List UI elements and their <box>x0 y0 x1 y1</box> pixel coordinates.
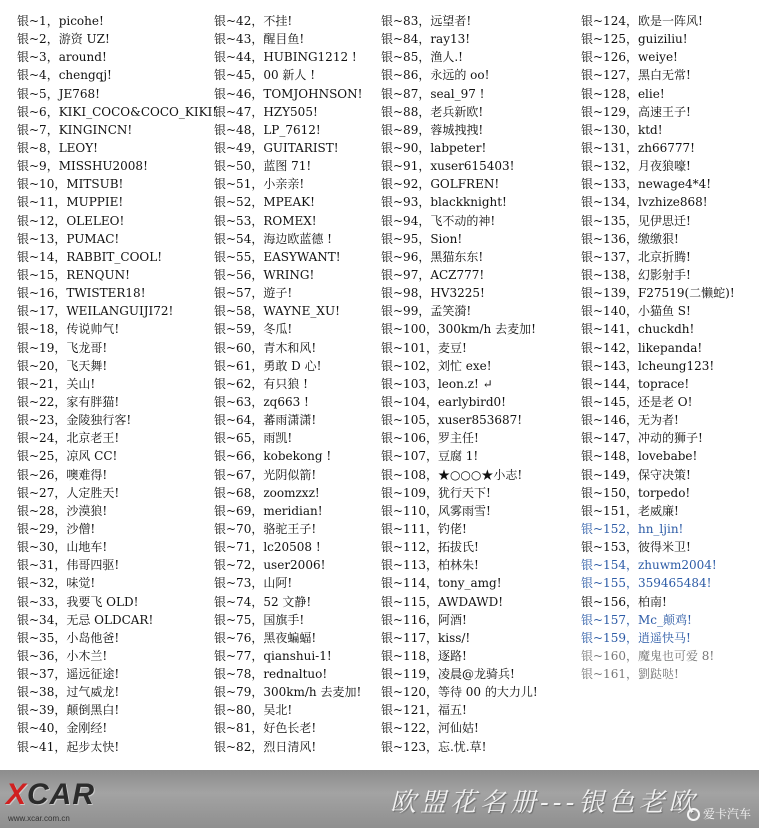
roster-title: 欧盟花名册---银色老欧 <box>390 788 699 818</box>
roster-entry: 银~2，游资 UZ! <box>17 32 110 47</box>
roster-entry: 银~14，RABBIT_COOL! <box>17 249 163 264</box>
roster-entry: 银~84，ray13! <box>381 32 471 47</box>
roster-entry: 银~83，远望者! <box>381 14 472 28</box>
roster-entry: 银~19，飞龙哥! <box>17 340 108 355</box>
roster-entry: 银~54，海边欧蓝德 ! <box>214 231 332 246</box>
roster-entry: 银~67，光阴似箭! <box>214 467 317 482</box>
roster-entry: 银~56，WRING! <box>214 267 315 282</box>
roster-entry: 银~58，WAYNE_XU! <box>214 304 340 319</box>
roster-entry: 银~40，金刚经! <box>17 721 108 736</box>
roster-entry: 银~55，EASYWANT! <box>214 249 341 264</box>
roster-entry: 银~138，幻影射手! <box>581 267 691 282</box>
roster-entry: 银~41，起步太快! <box>17 739 120 754</box>
roster-entry: 银~118，逐路! <box>381 648 467 663</box>
roster-entry: 银~21，关山! <box>17 376 96 391</box>
roster-entry: 银~121，福五! <box>381 703 467 718</box>
roster-entry: 银~144，toprace! <box>581 376 690 391</box>
roster-entry: 银~124，欧是一阵风! <box>581 14 703 28</box>
roster-entry: 银~112，拓拔氏! <box>381 540 479 555</box>
roster-column-2 <box>214 12 362 756</box>
roster-entry: 银~150，torpedo! <box>581 485 691 500</box>
roster-entry: 银~1，picohe! <box>17 14 104 28</box>
roster-entry: 银~22，家有胖猫! <box>17 394 120 409</box>
roster-entry: 银~104，earlybird0! <box>381 394 506 409</box>
roster-entry: 银~146，无为者! <box>581 413 679 428</box>
roster-entry: 银~43，醒目鱼! <box>214 32 305 47</box>
roster-entry: 银~130，ktd! <box>581 122 663 137</box>
roster-entry: 银~92，GOLFREN! <box>381 177 500 192</box>
roster-entry: 银~154，zhuwm2004! <box>581 558 717 573</box>
roster-entry: 银~82，烈日清风! <box>214 739 317 754</box>
roster-entry: 银~42，不挂! <box>214 14 293 28</box>
roster-entry: 银~23，金陵独行客! <box>17 413 132 428</box>
roster-entry: 银~148，lovebabe! <box>581 449 698 464</box>
roster-entry: 银~33，我要飞 OLD! <box>17 594 139 609</box>
roster-entry: 银~48，LP_7612! <box>214 122 321 137</box>
roster-entry: 银~155，359465484! <box>581 576 712 591</box>
roster-entry: 银~123，忘.忧.草! <box>381 739 487 754</box>
roster-entry: 银~64，蕃雨潇潇! <box>214 413 317 428</box>
roster-entry: 银~39，颠倒黑白! <box>17 703 120 718</box>
aika-logo-icon <box>687 808 700 821</box>
roster-entry: 银~116，阿酒! <box>381 612 467 627</box>
logo-site-url: www.xcar.com.cn <box>8 814 70 823</box>
roster-entry: 银~102，刘忙 exe! <box>381 358 492 373</box>
roster-entry: 银~98，HV3225! <box>381 286 485 301</box>
roster-entry: 银~87，seal_97 ! <box>381 86 485 101</box>
roster-entry: 银~81，好色长老! <box>214 721 317 736</box>
roster-entry: 银~57，遊子! <box>214 286 293 301</box>
roster-column-4 <box>581 12 735 683</box>
roster-entry: 银~61，勇敢 D 心! <box>214 358 322 373</box>
roster-entry: 银~53，ROMEX! <box>214 213 317 228</box>
roster-entry: 银~119，凌晨@龙骑兵! <box>381 667 515 682</box>
roster-entry: 银~3，around! <box>17 50 107 65</box>
roster-entry: 银~114，tony_amg! <box>381 576 502 591</box>
roster-entry: 银~156，柏南! <box>581 594 667 609</box>
roster-entry: 银~131，zh66777! <box>581 140 696 155</box>
roster-entry: 银~20，飞天舞! <box>17 358 108 373</box>
roster-entry: 银~71，lc20508 ! <box>214 540 321 555</box>
roster-entry: 银~76，黑夜蝙蝠! <box>214 630 317 645</box>
roster-entry: 银~159，逍遥快马! <box>581 630 691 645</box>
roster-entry: 银~97，ACZ777! <box>381 267 485 282</box>
roster-entry: 银~69，meridian! <box>214 503 323 518</box>
roster-entry: 银~89，蓉城拽拽! <box>381 122 484 137</box>
roster-entry: 银~12，OLELEO! <box>17 213 125 228</box>
roster-entry: 银~88，老兵新欧! <box>381 104 484 119</box>
roster-entry: 银~9，MISSHU2008! <box>17 159 148 174</box>
roster-entry: 银~120，等待 00 的大力儿! <box>381 685 538 700</box>
watermark-text: 爱卡汽车 <box>702 807 751 821</box>
roster-entry: 银~143，lcheung123! <box>581 358 715 373</box>
roster-entry: 银~15，RENQUN! <box>17 267 130 282</box>
roster-entry: 银~136，缴缴狠! <box>581 231 679 246</box>
roster-entry: 银~73，山阿! <box>214 576 293 591</box>
roster-entry: 银~59，冬瓜! <box>214 322 293 337</box>
roster-entry: 银~29，沙僧! <box>17 521 96 536</box>
roster-entry: 银~133，newage4*4! <box>581 177 712 192</box>
roster-entry: 银~70，骆驼王子! <box>214 521 317 536</box>
roster-entry: 银~115，AWDAWD! <box>381 594 504 609</box>
roster-entry: 银~28，沙漠狼! <box>17 503 108 518</box>
roster-entry: 银~45，00 新人 ! <box>214 68 316 83</box>
roster-entry: 银~101，麦豆! <box>381 340 467 355</box>
roster-entry: 银~24，北京老王! <box>17 431 120 446</box>
roster-entry: 银~86，永远的 oo! <box>381 68 490 83</box>
roster-entry: 银~75，国旗手! <box>214 612 305 627</box>
roster-entry: 银~5，JE768! <box>17 86 100 101</box>
roster-entry: 银~52，MPEAK! <box>214 195 315 210</box>
roster-entry: 银~50，蓝图 71! <box>214 159 312 174</box>
roster-entry: 银~8，LEOY! <box>17 140 99 155</box>
roster-entry: 银~80，吴北! <box>214 703 293 718</box>
roster-entry: 银~4，chengqj! <box>17 68 112 83</box>
roster-entry: 银~122，河仙姑! <box>381 721 479 736</box>
roster-entry: 银~10，MITSUB! <box>17 177 124 192</box>
roster-entry: 银~93，blackknight! <box>381 195 507 210</box>
roster-entry: 银~145，还是老 O! <box>581 394 693 409</box>
roster-entry: 银~90，labpeter! <box>381 140 487 155</box>
roster-entry: 银~31，伟哥四驱! <box>17 558 120 573</box>
roster-entry: 银~107，豆腐 1! <box>381 449 479 464</box>
roster-entry: 银~105，xuser853687! <box>381 413 523 428</box>
roster-entry: 银~108，★○○○★小志! <box>381 467 523 482</box>
roster-entry: 银~85，渔人.! <box>381 50 463 65</box>
roster-entry: 银~103，leon.z! ↵ <box>381 376 493 391</box>
roster-entry: 银~147，冲动的狮子! <box>581 431 703 446</box>
roster-entry: 银~18，传说帅气! <box>17 322 120 337</box>
roster-entry: 银~152，hn_ljin! <box>581 521 684 536</box>
roster-entry: 银~160，魔鬼也可爱 8! <box>581 648 715 663</box>
roster-entry: 银~132，月夜狼嚎! <box>581 159 691 174</box>
roster-entry: 银~11，MUPPIE! <box>17 195 124 210</box>
roster-entry: 银~7，KINGINCN! <box>17 122 133 137</box>
roster-entry: 银~51，小亲亲! <box>214 177 305 192</box>
roster-entry: 银~68，zoomzxz! <box>214 485 320 500</box>
footer-banner <box>0 770 759 828</box>
roster-entry: 银~72，user2006! <box>214 558 326 573</box>
logo-car-letters: CAR <box>27 778 96 811</box>
roster-entry: 银~60，青木和风! <box>214 340 317 355</box>
roster-entry: 银~49，GUITARIST! <box>214 140 339 155</box>
roster-entry: 银~13，PUMAC! <box>17 231 120 246</box>
roster-entry: 银~99，孟笑漪! <box>381 304 472 319</box>
roster-entry: 银~91，xuser615403! <box>381 159 515 174</box>
roster-entry: 银~27，人定胜天! <box>17 485 120 500</box>
roster-entry: 银~157，Mc_颠鸡! <box>581 612 692 627</box>
roster-entry: 银~79，300km/h 去麦加! <box>214 685 362 700</box>
roster-entry: 银~77，qianshui-1! <box>214 648 332 663</box>
roster-entry: 银~117，kiss/! <box>381 630 471 645</box>
roster-entry: 银~149，保守决策! <box>581 467 691 482</box>
roster-entry: 银~38，过气威龙! <box>17 685 120 700</box>
roster-entry: 银~109，犹行天下! <box>381 485 491 500</box>
roster-entry: 银~26，噢难得! <box>17 467 108 482</box>
roster-entry: 银~161，劉跶哒! <box>581 667 679 682</box>
roster-entry: 银~134，lvzhize868! <box>581 195 708 210</box>
roster-entry: 银~6，KIKI_COCO&COCO_KIKI! <box>17 104 218 119</box>
roster-entry: 银~111，钓佬! <box>381 521 467 536</box>
roster-entry: 银~44，HUBING1212 ! <box>214 50 357 65</box>
xcar-logo <box>6 778 95 812</box>
roster-entry: 银~16，TWISTER18! <box>17 286 146 301</box>
roster-entry: 银~74，52 文静! <box>214 594 312 609</box>
roster-column-1 <box>17 12 217 756</box>
watermark <box>687 805 751 822</box>
roster-entry: 银~32，味觉! <box>17 576 96 591</box>
roster-entry: 银~47，HZY505! <box>214 104 318 119</box>
roster-entry: 银~137，北京折腾! <box>581 249 691 264</box>
roster-entry: 银~129，高速王子! <box>581 104 691 119</box>
roster-entry: 银~135，见伊思迁! <box>581 213 691 228</box>
roster-entry: 银~63，zq663 ! <box>214 394 309 409</box>
roster-entry: 银~35，小岛他爸! <box>17 630 120 645</box>
roster-entry: 银~127，黑白无常! <box>581 68 691 83</box>
roster-entry: 银~66，kobekong ! <box>214 449 332 464</box>
roster-entry: 银~139，F27519(二懒蛇)! <box>581 286 735 301</box>
roster-entry: 银~142，likepanda! <box>581 340 703 355</box>
roster-entry: 银~30，山地车! <box>17 540 108 555</box>
roster-entry: 银~100，300km/h 去麦加! <box>381 322 536 337</box>
roster-entry: 银~106，罗主任! <box>381 431 479 446</box>
roster-entry: 银~140，小猫鱼 S! <box>581 304 691 319</box>
roster-entry: 银~151，老威廉! <box>581 503 679 518</box>
roster-entry: 银~95，Sion! <box>381 231 463 246</box>
roster-entry: 银~37，遥远征途! <box>17 667 120 682</box>
roster-entry: 银~128，elie! <box>581 86 665 101</box>
roster-entry: 银~17，WEILANGUIJI72! <box>17 304 174 319</box>
roster-column-3 <box>381 12 538 756</box>
roster-entry: 银~125，guiziliu! <box>581 32 688 47</box>
roster-entry: 银~25，凉风 CC! <box>17 449 118 464</box>
logo-x-letter: X <box>6 778 28 811</box>
roster-entry: 银~34，无忌 OLDCAR! <box>17 612 154 627</box>
roster-entry: 银~141，chuckdh! <box>581 322 695 337</box>
roster-entry: 银~110，风雾雨雪! <box>381 503 491 518</box>
roster-entry: 银~78，rednaltuo! <box>214 667 328 682</box>
roster-entry: 银~96，黑猫东东! <box>381 249 484 264</box>
roster-entry: 银~153，彼得米卫! <box>581 540 691 555</box>
roster-entry: 银~46，TOMJOHNSON! <box>214 86 363 101</box>
roster-entry: 银~65，雨凯! <box>214 431 293 446</box>
roster-entry: 银~94，飞不动的神! <box>381 213 496 228</box>
roster-entry: 银~126，weiye! <box>581 50 678 65</box>
roster-entry: 银~62，有只狼 ! <box>214 376 308 391</box>
roster-entry: 银~113，柏林朱! <box>381 558 479 573</box>
roster-entry: 银~36，小木兰! <box>17 648 108 663</box>
